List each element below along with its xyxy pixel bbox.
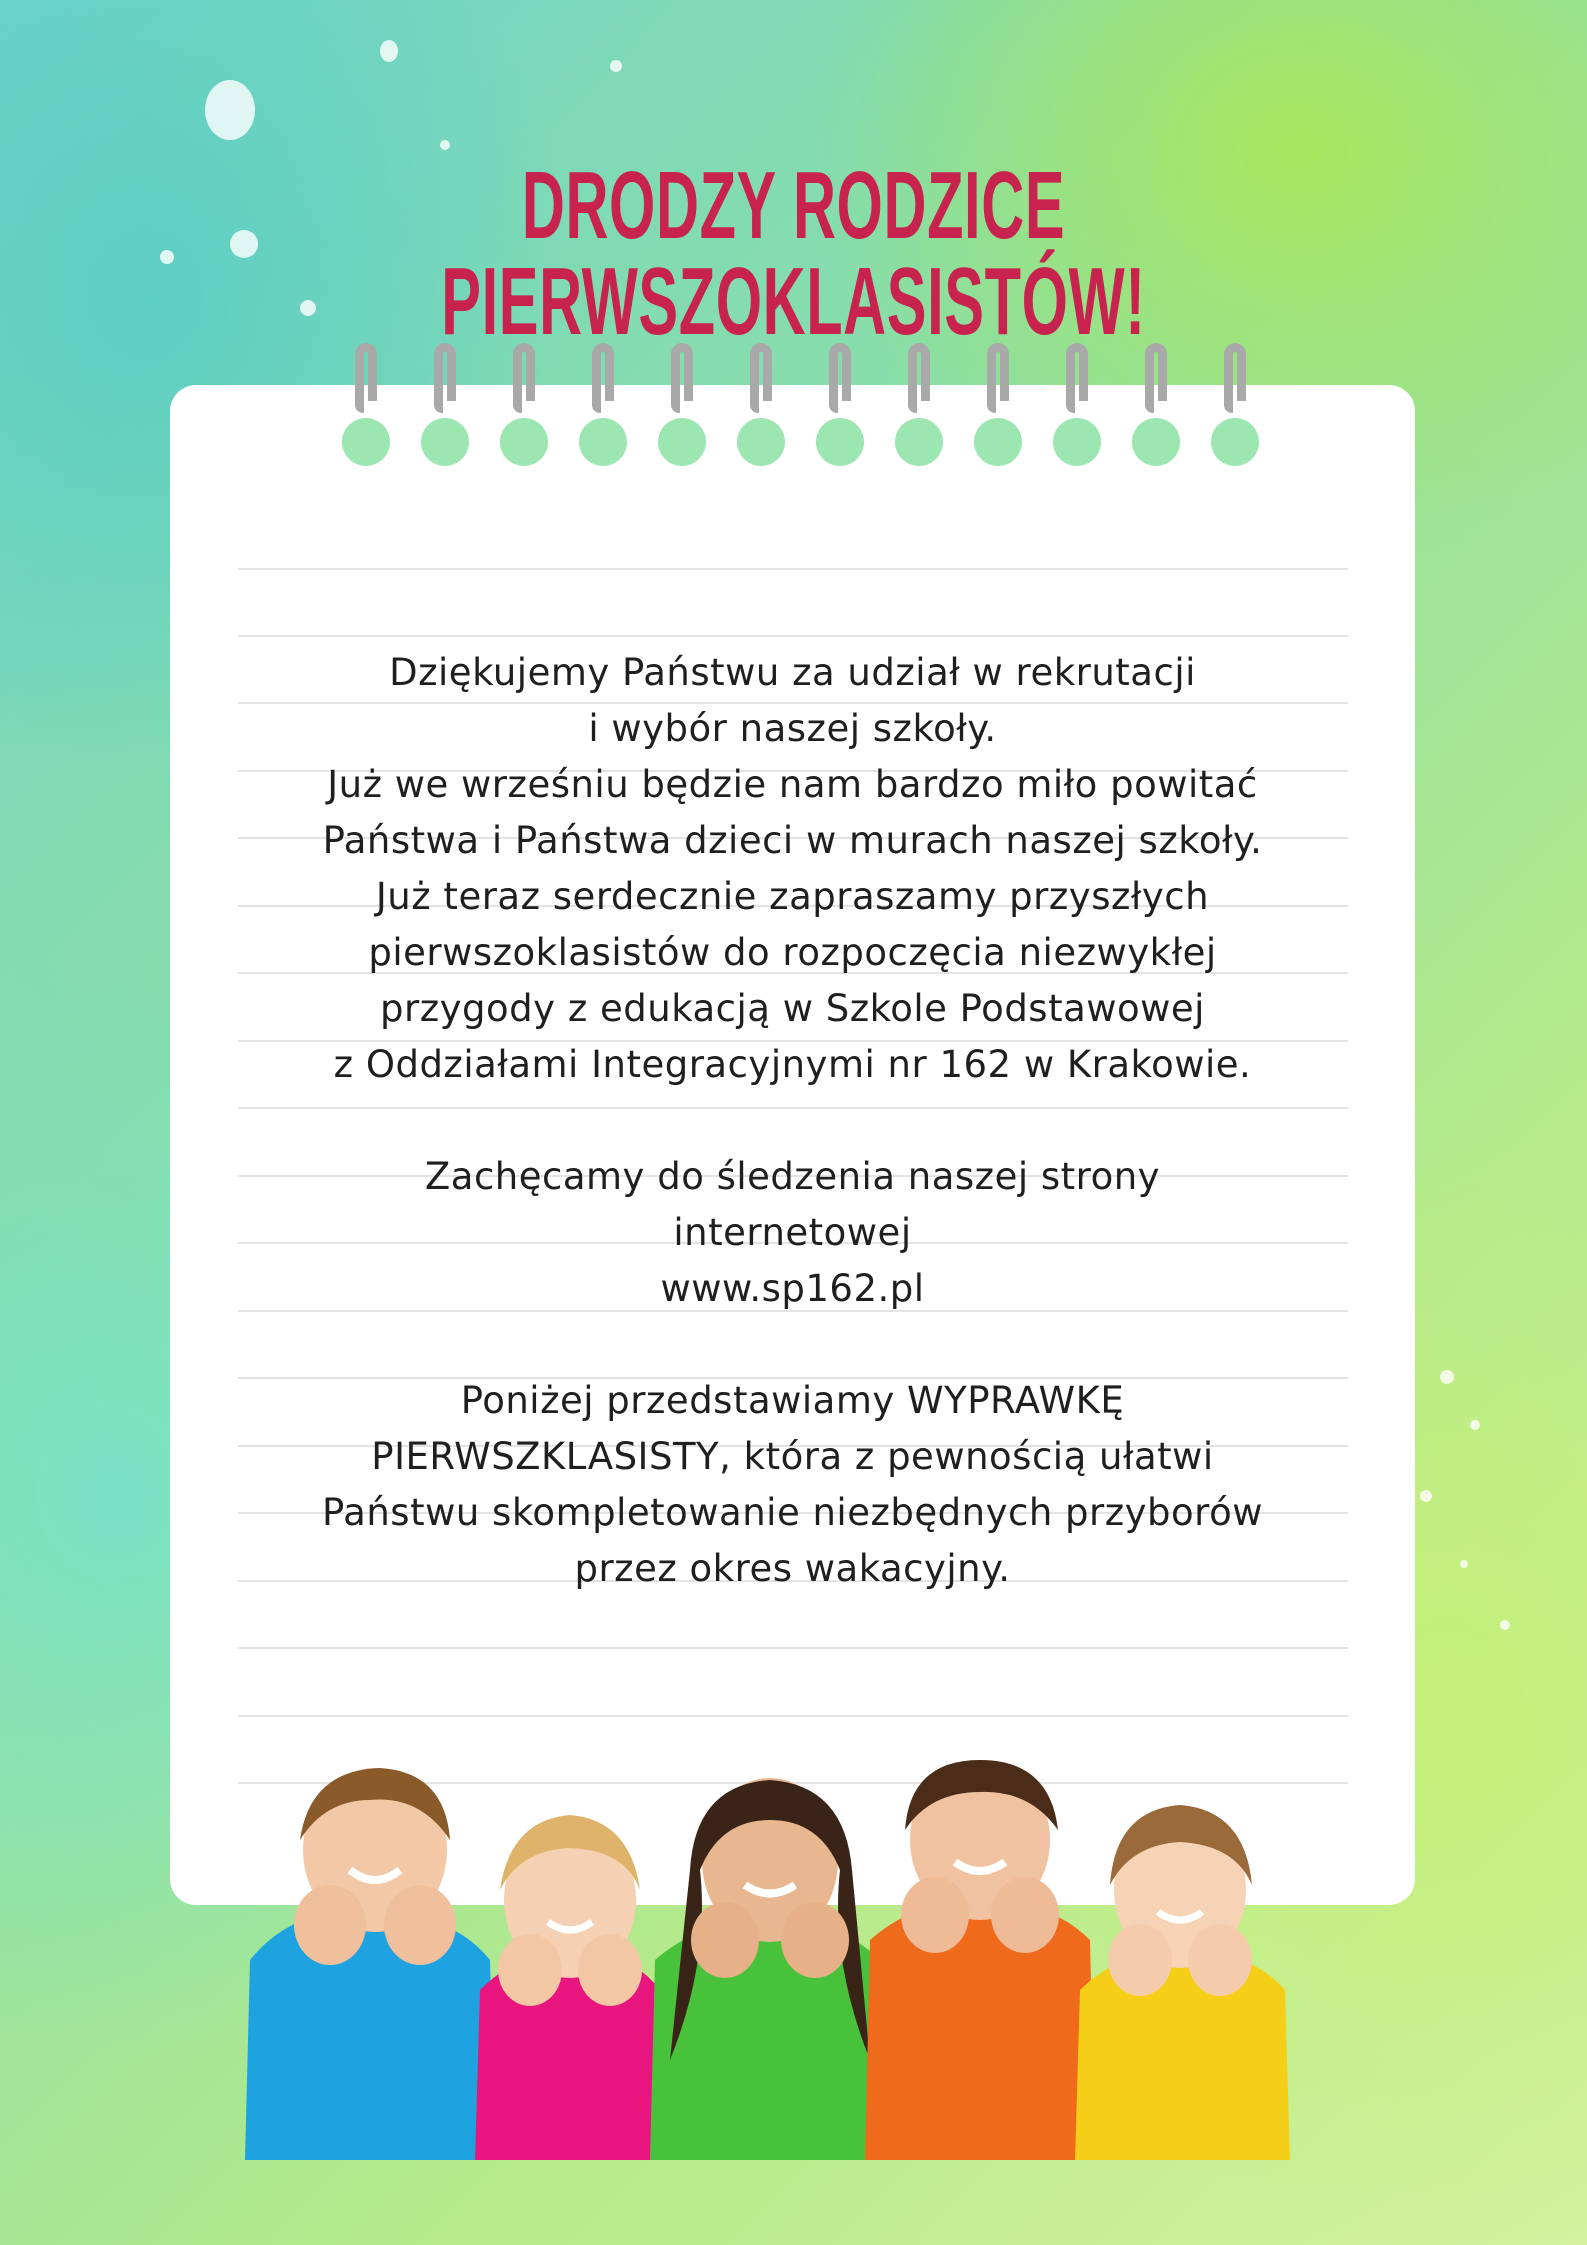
children-photo (230, 1760, 1400, 2160)
child-pink-shirt (475, 1815, 665, 2160)
text-line: Dziękujemy Państwu za udział w rekrutacji (389, 651, 1196, 694)
text-line: internetowej (673, 1211, 912, 1254)
text-line: pierwszoklasistów do rozpoczęcia niezwykłej (368, 931, 1217, 974)
page-title: DRODZY RODZICE PIERWSZOKLASISTÓW! (441, 152, 1146, 355)
text-line: PIERWSZKLASISTY, która z pewnością ułatwi (371, 1435, 1214, 1478)
child-yellow-shirt (1075, 1805, 1290, 2160)
ruled-line (238, 568, 1348, 570)
website-link[interactable]: www.sp162.pl (660, 1267, 925, 1310)
text-line: Zachęcamy do śledzenia naszej strony (424, 1155, 1161, 1198)
text-line: przygody z edukacją w Szkole Podstawowej (380, 987, 1205, 1030)
child-blue-shirt (245, 1768, 495, 2160)
ruled-line (238, 1715, 1348, 1717)
ruled-line (238, 635, 1348, 637)
ruled-line (238, 1647, 1348, 1649)
text-line: Państwu skompletowanie niezbędnych przyborów (322, 1491, 1263, 1534)
child-green-shirt (650, 1778, 885, 2160)
text-line: Już teraz serdecznie zapraszamy przyszłych (375, 875, 1210, 918)
text-line: Państwa i Państwa dzieci w murach naszej szkoły. (322, 819, 1263, 862)
letter-body (240, 645, 1345, 1597)
text-line: Już we wrześniu będzie nam bardzo miło powitać (327, 763, 1258, 806)
text-line: z Oddziałami Integracyjnymi nr 162 w Krakowie. (333, 1043, 1252, 1086)
text-line: Poniżej przedstawiamy WYPRAWKĘ (460, 1379, 1125, 1422)
child-orange-shirt (865, 1760, 1095, 2160)
text-line: przez okres wakacyjny. (574, 1547, 1011, 1590)
text-line: i wybór naszej szkoły. (588, 707, 997, 750)
